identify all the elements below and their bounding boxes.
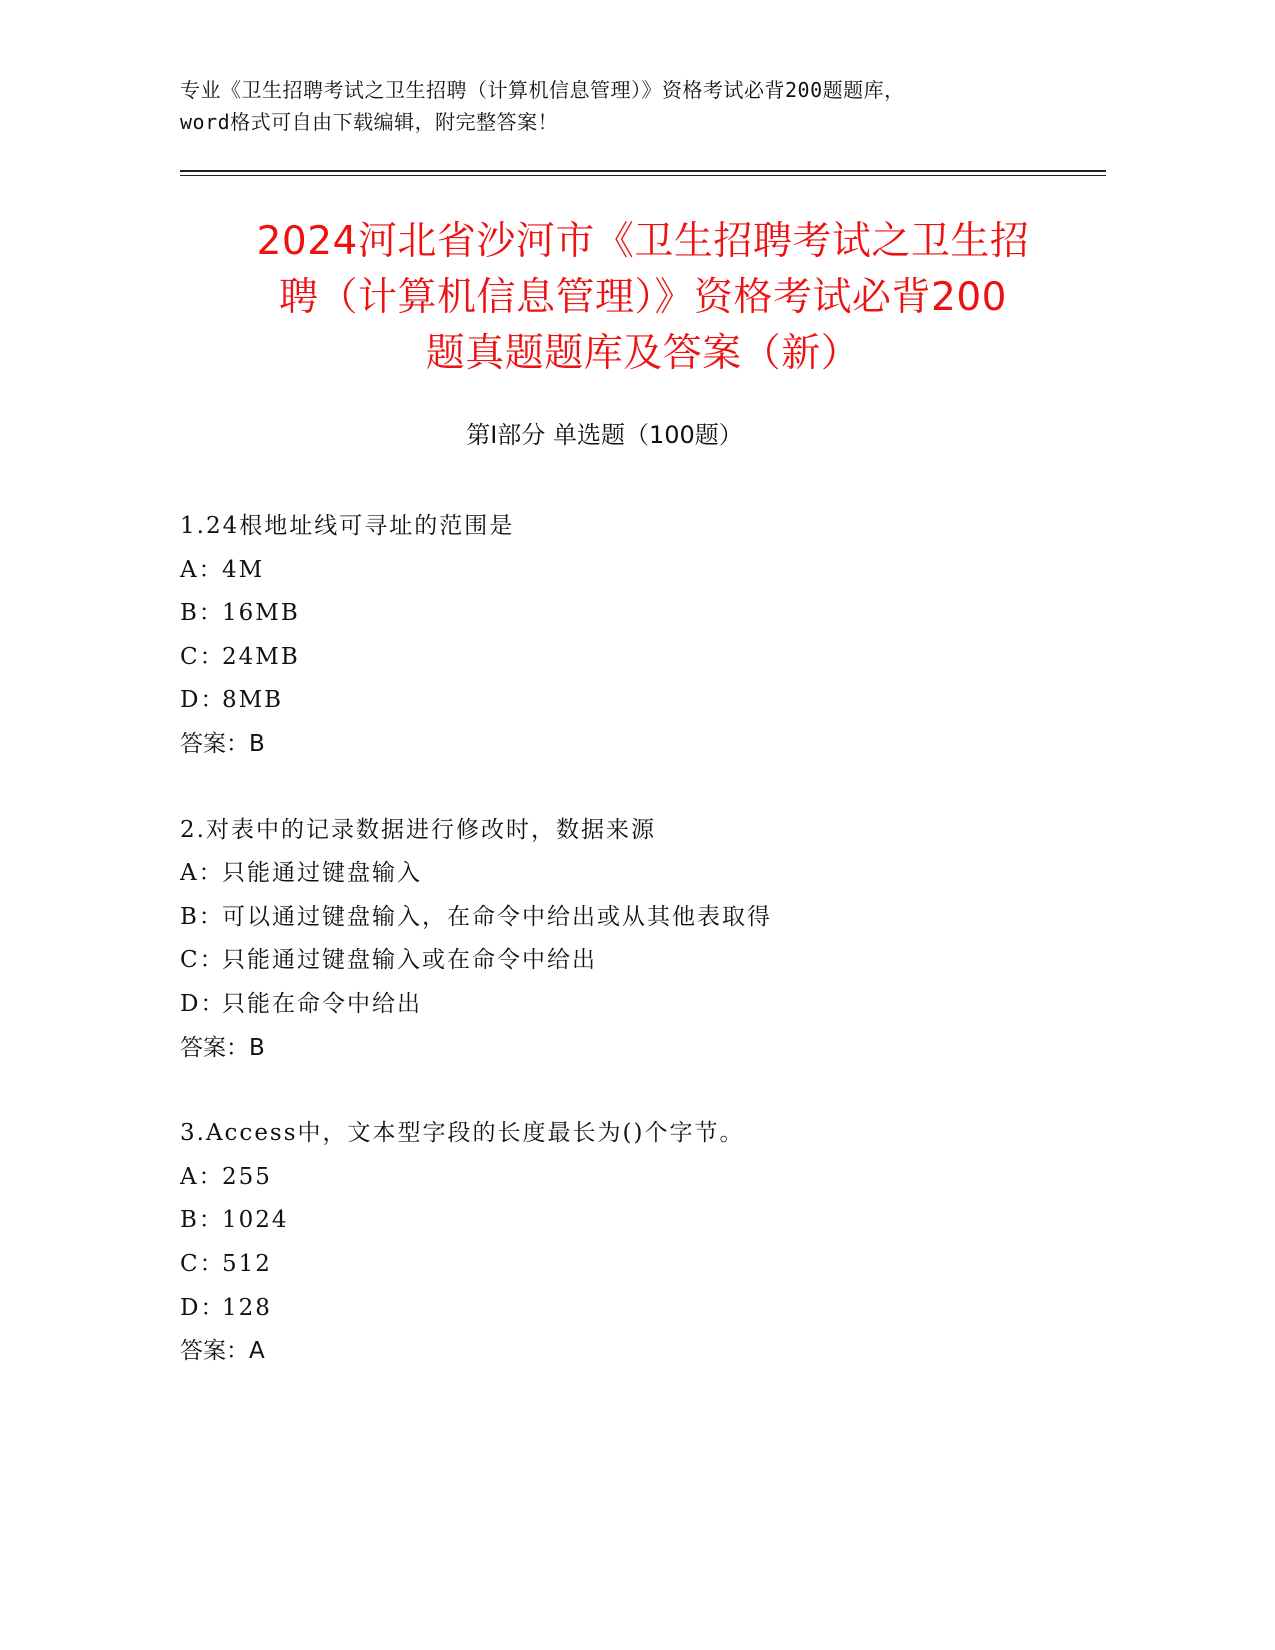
question-stem: 3.Access中，文本型字段的长度最长为()个字节。 — [180, 1120, 745, 1147]
header-divider-thin — [180, 175, 1106, 176]
option-text: 只能通过键盘输入或在命令中给出 — [222, 947, 597, 974]
question-item — [180, 809, 1120, 1071]
option-key: A： — [180, 1163, 224, 1190]
option-text: 4M — [222, 556, 265, 583]
option-text: 16MB — [222, 600, 300, 627]
question-item — [180, 505, 1120, 767]
option-d — [180, 1287, 1120, 1331]
option-a — [180, 852, 1120, 896]
answer-line: 答案：B — [180, 730, 265, 757]
question-stem: 2.对表中的记录数据进行修改时，数据来源 — [180, 816, 656, 843]
title-line: 聘（计算机信息管理）》资格考试必背200 — [279, 275, 1007, 320]
option-d — [180, 983, 1120, 1027]
option-text: 128 — [222, 1294, 272, 1321]
option-key: A： — [180, 556, 224, 583]
answer-line: 答案：B — [180, 1034, 265, 1061]
title-line: 2024河北省沙河市《卫生招聘考试之卫生招 — [256, 219, 1030, 264]
option-key: A： — [180, 860, 224, 887]
option-text: 8MB — [222, 687, 284, 714]
option-a — [180, 1156, 1120, 1200]
answer-line: 答案：A — [180, 1338, 265, 1365]
option-text: 1024 — [222, 1207, 289, 1234]
option-text: 只能在命令中给出 — [222, 990, 422, 1017]
option-text: 可以通过键盘输入，在命令中给出或从其他表取得 — [222, 903, 772, 930]
option-key: B： — [180, 600, 224, 627]
option-key: D： — [180, 1294, 226, 1321]
option-key: B： — [180, 1207, 224, 1234]
option-text: 512 — [222, 1250, 272, 1277]
option-b — [180, 592, 1120, 636]
title-line: 题真题题库及答案（新） — [425, 331, 861, 376]
header-divider — [180, 170, 1106, 172]
question-item — [180, 1112, 1120, 1374]
option-b — [180, 896, 1120, 940]
section-heading: 第Ⅰ部分 单选题（100题） — [466, 421, 743, 449]
option-text: 255 — [222, 1163, 272, 1190]
option-c — [180, 1243, 1120, 1287]
document-title — [160, 214, 1126, 382]
header-note — [180, 74, 1080, 138]
option-a — [180, 549, 1120, 593]
option-key: C： — [180, 643, 225, 670]
question-list — [180, 505, 1120, 1416]
option-c — [180, 636, 1120, 680]
option-key: C： — [180, 947, 225, 974]
option-d — [180, 679, 1120, 723]
option-b — [180, 1199, 1120, 1243]
option-key: B： — [180, 903, 224, 930]
option-text: 24MB — [222, 643, 300, 670]
question-stem: 1.24根地址线可寻址的范围是 — [180, 513, 515, 539]
option-key: D： — [180, 687, 226, 714]
header-note-line: 专业《卫生招聘考试之卫生招聘（计算机信息管理）》资格考试必背200题题库， — [180, 78, 905, 102]
option-c — [180, 939, 1120, 983]
header-note-line: word格式可自由下载编辑，附完整答案！ — [180, 110, 559, 134]
option-text: 只能通过键盘输入 — [222, 860, 422, 887]
option-key: C： — [180, 1250, 225, 1277]
option-key: D： — [180, 990, 226, 1017]
